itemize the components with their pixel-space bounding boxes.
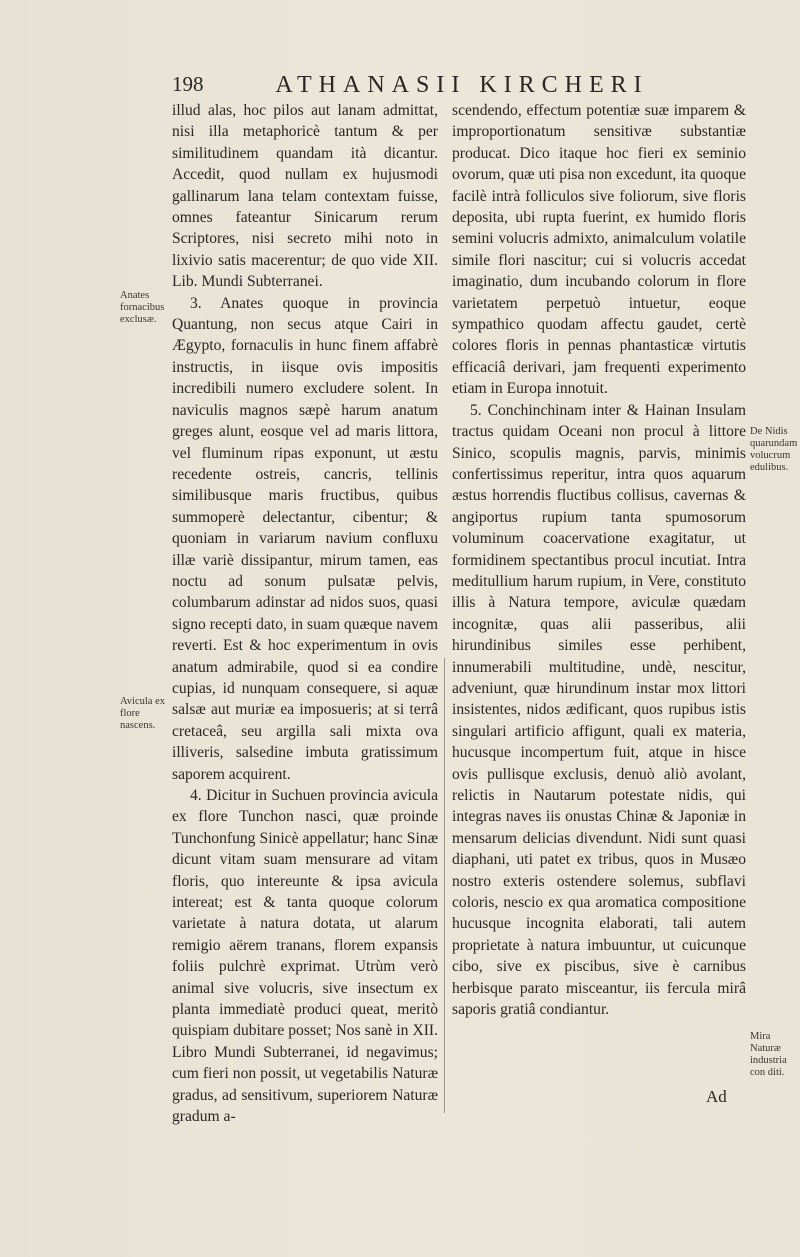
column-rule [444,658,445,1113]
right-column [452,100,746,1110]
catchword: Ad [706,1087,727,1106]
paragraph: illud alas, hoc pilos aut lanam admittat, nisi illa metaphoricè tantum & per similitudinem quandam ità dicantur. Accedit, quod nullam ex hujusmodi gallinarum lana telam contextam fuisse, omnes fateantur Sinicarum rerum Scriptores, nisi secreto mihi noto in lixivio satis macerentur; de quo vide XII. Lib. Mundi Subterranei. [172,102,438,291]
page-number: 198 [172,72,204,96]
left-column [172,100,438,1126]
marginal-note: Anates fornacibus exclusæ. [120,290,165,325]
running-title: ATHANASII KIRCHERI [275,72,649,98]
paragraph: 5. Conchinchinam inter & Hainan Insulam tractus quidam Oceani non procul à littore Sinico, scopulis magnis, parvis, minimis confertissimus reperitur, intra quos aquarum æstus horrendis fluctibus collisus, cavernas & angiportus rupium tanta spumosorum voluminum coacervatione exagitatur, ut formidinem spectantibus procul incutiat. Intra meditullium harum rupium, in Vere, constituto illis à Natura tempore, aviculæ quædam incognitæ, quas alii passeribus, alii hirundinibus similes esse perhibent, innumerabili multitudine, undè, nescitur, adveniunt, quæ hirundinum instar mox littori insistentes, nidos ædificant, quos rupibus istis singulari artificio affigunt, quali ex materia, hucusque incompertum fuit, atque in hisce ovis pullisque exclusis, denuò aliò avolant, relictis in Nautarum potestate nidis, qui integras naves iis onustas Chinæ & Japoniæ in mensarum delicias divendunt. Nidi sunt quasi diaphani, uti patet ex tribus, quos in Musæo nostro exteris ostendere solemus, subflavi coloris, nescio ex qua aromatica compositione hucusque incognita elaborati, tali autem proprietate à natura imbuuntur, ut cuicunque cibo, sive ex piscibus, sive è carnibus herbisque parato misceantur, iis fercula mirâ saporis gratiâ condiantur. [452,401,746,1019]
paragraph: scendendo, effectum potentiæ suæ imparem & improportionatum sensitivæ substantiæ producat. Dico itaque hoc fieri ex seminio ovorum, quæ uti pisa non excedunt, ita quoque facilè intrà folliculos sive foliorum, sive floris deposita, ubi rupta fuerint, ex humido floris semini volucris admixto, animalculum volatile simile flori nascitur; cui si volucris accedat imaginatio, dum incubando colorum in flore varietatem perpetuò intuetur, eoque sympathico quodam affectu gaudet, certè colores floris in pennas phantasticæ virtutis efficaciâ derivari, jam frequenti experimento etiam in Europa innotuit. [452,102,746,398]
page-header [172,72,752,102]
marginal-note: Avicula ex flore nascens. [120,696,165,731]
paragraph: 3. Anates quoque in provincia Quantung, non secus atque Cairi in Ægypto, fornaculis in hunc finem affabrè instructis, in iisque ovis impositis incredibili numero excludere solent. In naviculis magnos sæpè harum anatum greges alunt, eosque vel ad maris littora, vel fluminum ripas exponunt, ut æstu recedente ostreis, cancris, tellinis similibusque maris fructibus, quibus summoperè delectantur, cibentur; & quoniam in variarum navium confluxu illæ variè dissipantur, mirum tamen, eas noctu ad sonum pulsatæ pelvis, columbarum adinstar ad nidos suos, quasi signo recepti dato, in suam quæque navem reverti. Est & hoc experimentum in ovis anatum admirabile, quod si ea condire cupias, id nunquam consequere, si aquæ salsæ aut muriæ ea imposueris; at si terrâ cretaceâ, seu argilla sali mixta ova illiveris, salsedine imbuta gratissimum saporem acquirent. [172,294,438,783]
marginal-note: De Nidis quarundam volucrum edulibus. [750,426,798,473]
marginal-note: Mira Naturæ industria con diti. [750,1031,787,1078]
paragraph: 4. Dicitur in Suchuen provincia avicula ex flore Tunchon nasci, quæ proinde Tunchonfung Sinicè appellatur; hanc Sinæ dicunt vitam suam mensurare ad vitam floris, quo intereunte & ipsa avicula intereat; est & tanta quoque colorum varietate à natura dotata, ut alarum remigio aërem tranans, florem expansis foliis pulchrè exprimat. Utrùm verò animal sive volucris, sive insectum ex planta immediatè produci queat, meritò quispiam dubitare posset; Nos sanè in XII. Libro Mundi Subterranei, id negavimus; cum fieri non possit, ut vegetabilis Naturæ gradus, ad sensitivum, superiorem Naturæ gradum a- [172,787,438,1126]
